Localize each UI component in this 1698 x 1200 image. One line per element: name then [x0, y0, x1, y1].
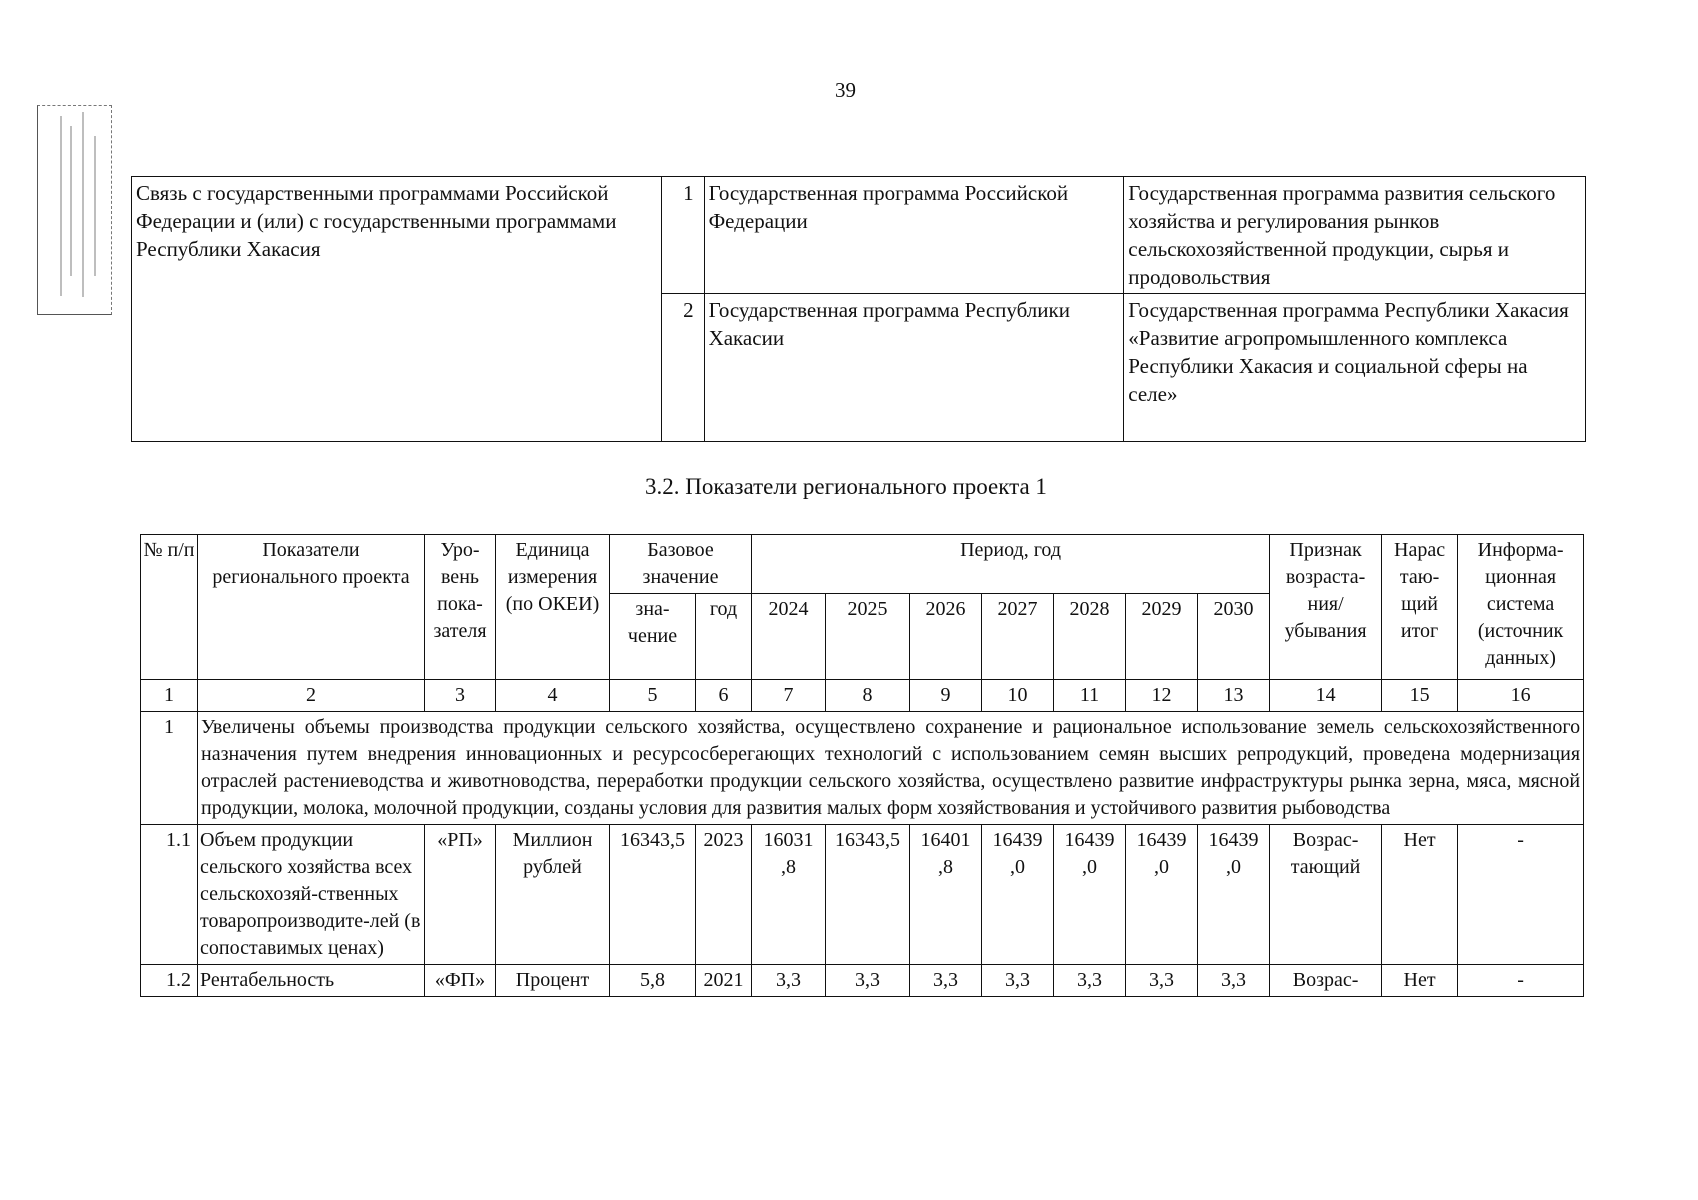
header-unit: Единица измерения (по ОКЕИ)	[496, 535, 610, 680]
header-period: Период, год	[752, 535, 1270, 594]
row-trend: Возрас-	[1270, 965, 1382, 997]
header-year: 2030	[1198, 594, 1270, 680]
column-number: 9	[910, 680, 982, 712]
column-number: 7	[752, 680, 826, 712]
header-year: 2027	[982, 594, 1054, 680]
column-number: 16	[1458, 680, 1584, 712]
row-base-year: 2021	[696, 965, 752, 997]
link-number: 1	[661, 177, 704, 294]
header-info: Информа-ционная система (источник данных)	[1458, 535, 1584, 680]
row-value: 16031 ,8	[752, 825, 826, 965]
row-base-value: 5,8	[610, 965, 696, 997]
row-cumulative: Нет	[1382, 825, 1458, 965]
header-year: 2029	[1126, 594, 1198, 680]
registration-stamp	[37, 105, 112, 315]
row-value: 16401 ,8	[910, 825, 982, 965]
section-title: 3.2. Показатели регионального проекта 1	[645, 474, 1047, 499]
column-number: 11	[1054, 680, 1126, 712]
row-number: 1.2	[141, 965, 198, 997]
links-label: Связь с государственными программами Российской Федерации и (или) с государственными программами Республики Хакасия	[132, 177, 662, 442]
row-unit: Процент	[496, 965, 610, 997]
row-value: 16439 ,0	[1054, 825, 1126, 965]
header-indicator: Показатели регионального проекта	[198, 535, 425, 680]
row-value: 3,3	[910, 965, 982, 997]
column-number: 4	[496, 680, 610, 712]
link-program-name: Государственная программа развития сельского хозяйства и регулирования рынков сельскохозяйственной продукции, сырья и продовольствия	[1124, 177, 1586, 294]
column-number: 10	[982, 680, 1054, 712]
header-year: 2026	[910, 594, 982, 680]
header-year: 2028	[1054, 594, 1126, 680]
row-level: «РП»	[425, 825, 496, 965]
header-year: 2025	[826, 594, 910, 680]
header-base: Базовое значение	[610, 535, 752, 594]
row-value: 16439 ,0	[1126, 825, 1198, 965]
table-row	[141, 965, 1584, 997]
column-number: 2	[198, 680, 425, 712]
header-level: Уро-вень пока-зателя	[425, 535, 496, 680]
row-value: 16343,5	[826, 825, 910, 965]
row-number: 1.1	[141, 825, 198, 965]
header-year: 2024	[752, 594, 826, 680]
row-trend: Возрас-тающий	[1270, 825, 1382, 965]
column-number: 14	[1270, 680, 1382, 712]
indicators-table	[140, 534, 1584, 997]
column-number: 15	[1382, 680, 1458, 712]
column-number: 6	[696, 680, 752, 712]
column-number: 12	[1126, 680, 1198, 712]
header-trend: Признак возраста-ния/ убывания	[1270, 535, 1382, 680]
row-value: 3,3	[982, 965, 1054, 997]
header-cumulative: Нарас таю-щий итог	[1382, 535, 1458, 680]
goal-number: 1	[141, 712, 198, 825]
column-number: 1	[141, 680, 198, 712]
program-links-table	[131, 176, 1586, 442]
column-number: 3	[425, 680, 496, 712]
link-program-type: Государственная программа Республики Хакасии	[704, 294, 1124, 442]
row-indicator: Объем продукции сельского хозяйства всех сельскохозяй-ственных товаропроизводите-лей (в сопоставимых ценах)	[198, 825, 425, 965]
row-value: 3,3	[1198, 965, 1270, 997]
goal-text: Увеличены объемы производства продукции сельского хозяйства, осуществлено сохранение и рациональное использование земель сельскохозяйственного назначения путем внедрения инновационных и ресурсосберегающих технологий с использованием семян высших репродукций, проведена модернизация отраслей растениеводства и животноводства, переработки продукции сельского хозяйства, осуществлено развитие инфраструктуры рынка зерна, мяса, мясной продукции, молока, молочной продукции, созданы условия для развития малых форм хозяйствования и устойчивого развития рыбоводства	[198, 712, 1584, 825]
row-info: -	[1458, 825, 1584, 965]
page-number: 39	[835, 78, 856, 102]
row-value: 3,3	[1126, 965, 1198, 997]
row-value: 16439 ,0	[982, 825, 1054, 965]
row-value: 3,3	[1054, 965, 1126, 997]
row-value: 16439 ,0	[1198, 825, 1270, 965]
row-base-year: 2023	[696, 825, 752, 965]
row-indicator: Рентабельность	[198, 965, 425, 997]
row-cumulative: Нет	[1382, 965, 1458, 997]
table-row	[141, 825, 1584, 965]
row-level: «ФП»	[425, 965, 496, 997]
header-base-value: зна-чение	[610, 594, 696, 680]
goal-row	[141, 712, 1584, 825]
row-unit: Миллион рублей	[496, 825, 610, 965]
column-number-row	[141, 680, 1584, 712]
link-program-type: Государственная программа Российской Федерации	[704, 177, 1124, 294]
column-number: 8	[826, 680, 910, 712]
row-value: 3,3	[826, 965, 910, 997]
column-number: 5	[610, 680, 696, 712]
header-num: № п/п	[141, 535, 198, 680]
link-number: 2	[661, 294, 704, 442]
row-base-value: 16343,5	[610, 825, 696, 965]
header-base-year: год	[696, 594, 752, 680]
row-info: -	[1458, 965, 1584, 997]
column-number: 13	[1198, 680, 1270, 712]
row-value: 3,3	[752, 965, 826, 997]
link-program-name: Государственная программа Республики Хакасия «Развитие агропромышленного комплекса Республики Хакасия и социальной сферы на селе»	[1124, 294, 1586, 442]
